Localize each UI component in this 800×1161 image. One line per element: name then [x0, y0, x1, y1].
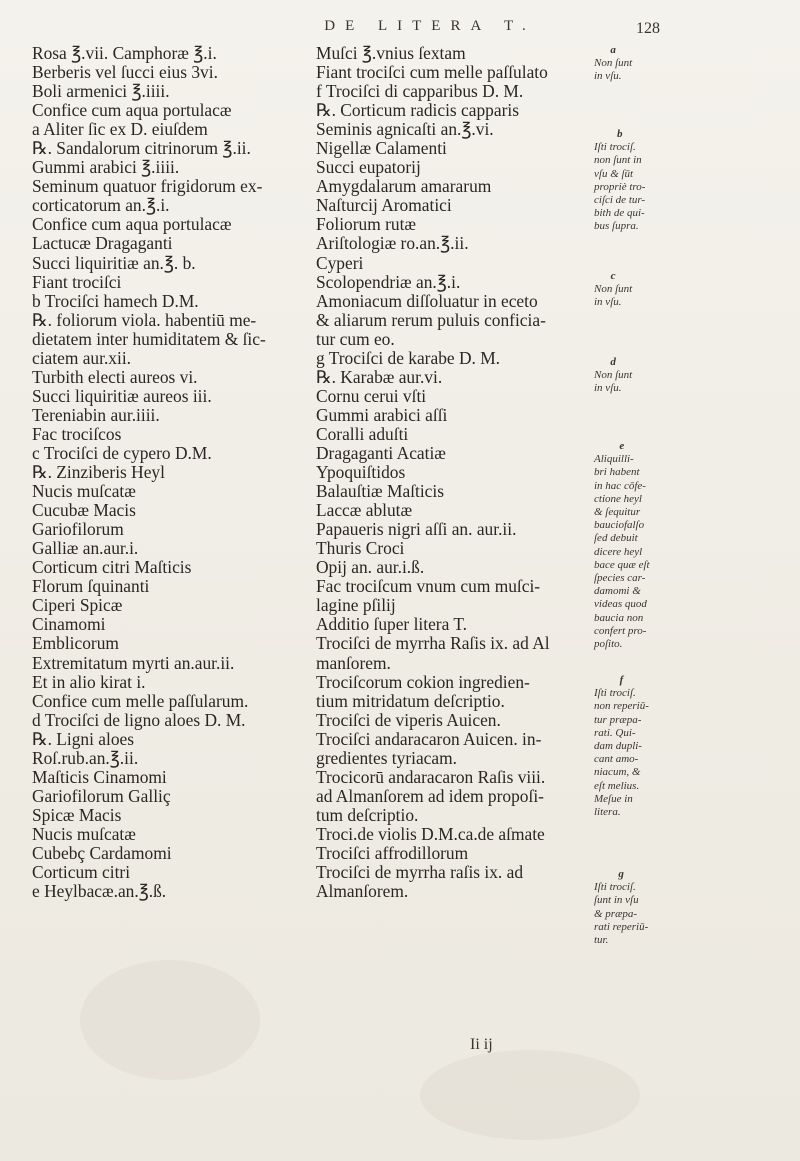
- text-line: Ypoquiſtidos: [316, 462, 406, 483]
- text-line: Fiant trociſci: [32, 271, 122, 292]
- text-line: Succi eupatorij: [316, 157, 421, 178]
- paper-stain: [420, 1050, 640, 1140]
- text-line: & aliarum rerum puluis conficia-: [316, 309, 546, 330]
- text-line: Amoniacum diſſoluatur in eceto: [316, 290, 538, 311]
- note-line: Non ſunt: [594, 57, 633, 70]
- note-line: baucia non: [594, 611, 644, 624]
- text-line: ℞. Sandalorum citrinorum ℥.ii.: [32, 138, 251, 159]
- text-line: g Trociſci de karabe D. M.: [316, 347, 501, 368]
- text-line: Additio ſuper litera T.: [316, 614, 468, 635]
- text-line: Cornu cerui vſti: [316, 385, 427, 406]
- text-line: ℞. foliorum viola. habentiū me-: [32, 309, 257, 330]
- text-line: Thuris Croci: [316, 538, 405, 559]
- note-line: Iſti trociſ.: [594, 687, 636, 700]
- text-line: dietatem inter humiditatem & ſic-: [32, 328, 266, 349]
- note-line: ciſci de tur-: [594, 194, 646, 207]
- text-line: tur cum eo.: [316, 328, 395, 349]
- text-line: Berberis vel ſucci eius 3vi.: [32, 62, 218, 83]
- text-line: Roſ.rub.an.℥.ii.: [32, 747, 139, 768]
- marginal-note: [594, 356, 632, 396]
- marginal-note: [594, 270, 632, 310]
- text-line: ciatem aur.xii.: [32, 347, 131, 368]
- text-line: b Trociſci hamech D.M.: [32, 290, 199, 311]
- marginal-note: [594, 440, 650, 651]
- text-line: ℞. Corticum radicis capparis: [316, 100, 519, 121]
- text-line: Tereniabin aur.iiii.: [32, 404, 160, 425]
- text-line: tum deſcriptio.: [316, 804, 419, 825]
- note-line: bus ſupra.: [594, 220, 639, 233]
- note-letter: a: [610, 44, 616, 56]
- text-line: Spicæ Macis: [32, 804, 122, 825]
- text-line: ℞. Karabæ aur.vi.: [316, 366, 443, 387]
- text-line: a Aliter ſic ex D. eiuſdem: [32, 119, 208, 140]
- text-line: Cinamomi: [32, 614, 106, 635]
- note-line: Non ſunt: [594, 283, 633, 296]
- text-line: Trociſci affrodillorum: [316, 842, 469, 863]
- note-line: ſpecies car-: [594, 572, 646, 585]
- text-line: Laccæ ablutæ: [316, 500, 413, 521]
- note-line: litera.: [594, 806, 621, 819]
- text-line: Ariſtologiæ ro.an.℥.ii.: [316, 233, 469, 254]
- text-line: Cucubæ Macis: [32, 500, 136, 521]
- text-line: Trociſci de viperis Auicen.: [316, 709, 501, 730]
- note-line: Meſue in: [594, 792, 633, 805]
- text-line: corticatorum an.℥.i.: [32, 195, 170, 216]
- text-line: Gariofilorum: [32, 519, 124, 540]
- text-line: Lactucæ Dragaganti: [32, 233, 173, 254]
- text-line: Fiant trociſci cum melle paſſulato: [316, 62, 548, 83]
- text-line: Trociſci de myrrha raſis ix. ad: [316, 862, 524, 883]
- text-line: Seminum quatuor frigidorum ex-: [32, 176, 263, 197]
- text-line: Maſticis Cinamomi: [32, 766, 167, 787]
- text-line: Confice cum melle paſſularum.: [32, 690, 249, 711]
- note-line: dicere heyl: [594, 545, 643, 558]
- text-line: ℞. Zinziberis Heyl: [32, 462, 165, 483]
- note-line: ſunt in vſu: [594, 894, 639, 907]
- marginal-note: [594, 44, 632, 84]
- text-line: Trocicorū andaracaron Raſis viii.: [316, 766, 546, 787]
- note-line: propriè tro-: [594, 180, 646, 193]
- page-number: 128: [636, 20, 660, 37]
- text-line: Troci.de violis D.M.ca.de aſmate: [316, 823, 545, 844]
- marginal-note: [594, 674, 649, 819]
- note-line: dam dupli-: [594, 740, 642, 753]
- note-letter: d: [610, 356, 616, 368]
- text-line: Rosa ℥.vii. Camphoræ ℥.i.: [32, 43, 217, 63]
- note-line: rati reperiū-: [594, 920, 649, 933]
- note-line: & ſequitur: [594, 506, 641, 519]
- note-letter: e: [619, 440, 625, 452]
- text-line: Scolopendriæ an.℥.i.: [316, 271, 461, 292]
- note-line: Non ſunt: [594, 369, 633, 382]
- text-line: manſorem.: [316, 652, 391, 673]
- note-line: bri habent: [594, 466, 640, 479]
- note-letter: f: [619, 674, 624, 686]
- text-line: Galliæ an.aur.i.: [32, 538, 139, 559]
- text-line: ad Almanſorem ad idem propoſi-: [316, 785, 544, 806]
- text-line: Naſturcij Aromatici: [316, 195, 452, 216]
- text-line: Gummi arabici aſſi: [316, 404, 448, 425]
- text-line: d Trociſci de ligno aloes D. M.: [32, 709, 246, 730]
- text-line: Florum ſquinanti: [32, 576, 150, 597]
- text-line: f Trociſci di capparibus D. M.: [316, 81, 524, 102]
- text-line: Nucis muſcatæ: [32, 481, 136, 502]
- note-line: bauciofalſo: [594, 519, 645, 532]
- text-line: Amygdalarum amararum: [316, 176, 492, 197]
- text-line: gredientes tyriacam.: [316, 747, 457, 768]
- text-line: lagine pſilij: [316, 595, 396, 616]
- running-head: DE LITERA T.: [324, 18, 536, 34]
- text-line: Corticum citri: [32, 862, 131, 883]
- right-text-column: [316, 44, 588, 901]
- note-line: niacum, &: [594, 766, 641, 779]
- text-line: Seminis agnicaſti an.℥.vi.: [316, 119, 494, 140]
- note-line: cant amo-: [594, 753, 639, 766]
- text-line: Papaueris nigri aſſi an. aur.ii.: [316, 519, 517, 540]
- marginal-note: [594, 868, 648, 947]
- text-line: Almanſorem.: [316, 881, 409, 902]
- note-line: & præpa-: [594, 907, 638, 920]
- text-line: Turbith electi aureos vi.: [32, 366, 198, 387]
- text-line: Gummi arabici ℥.iiii.: [32, 157, 180, 178]
- note-line: ſed debuit: [594, 532, 638, 545]
- text-line: Trociſci de myrrha Raſis ix. ad Al: [316, 633, 550, 654]
- note-letter: c: [610, 270, 616, 282]
- text-line: Confice cum aqua portulacæ: [32, 214, 232, 235]
- note-line: videas quod: [594, 598, 647, 611]
- note-line: ctione heyl: [594, 492, 642, 505]
- text-line: Coralli aduſti: [316, 423, 409, 444]
- text-line: Emblicorum: [32, 633, 119, 654]
- text-line: tium mitridatum deſcriptio.: [316, 690, 505, 711]
- left-text-column: [32, 44, 302, 901]
- signature-mark: Ii ij: [470, 1036, 493, 1053]
- text-line: Extremitatum myrti an.aur.ii.: [32, 652, 235, 673]
- paper-stain: [80, 960, 260, 1080]
- text-line: Fac trociſcos: [32, 423, 122, 444]
- text-line: ℞. Ligni aloes: [32, 728, 135, 749]
- note-line: tur.: [594, 934, 609, 947]
- text-line: Succi liquiritiæ an.℥. b.: [32, 252, 196, 273]
- note-line: Aliquilli-: [594, 453, 634, 466]
- note-line: tur præpa-: [594, 713, 642, 726]
- note-line: bace quæ eſt: [594, 558, 650, 571]
- note-line: in vſu.: [594, 70, 622, 83]
- note-line: poſito.: [594, 638, 623, 651]
- text-line: e Heylbacæ.an.℥.ß.: [32, 881, 167, 902]
- note-letter: b: [616, 128, 623, 140]
- note-line: Iſti trociſ.: [594, 881, 636, 894]
- note-line: vſu & ſūt: [594, 167, 634, 180]
- text-line: Ciperi Spicæ: [32, 595, 123, 616]
- note-line: in hac cōfe-: [594, 479, 646, 492]
- text-line: c Trociſci de cypero D.M.: [32, 442, 212, 463]
- text-line: Trociſcorum cokion ingredien-: [316, 671, 530, 692]
- text-line: Fac trociſcum vnum cum muſci-: [316, 576, 541, 597]
- note-line: damomi &: [594, 585, 641, 598]
- text-line: Corticum citri Maſticis: [32, 557, 192, 578]
- note-line: in vſu.: [594, 296, 622, 309]
- text-line: Boli armenici ℥.iiii.: [32, 81, 170, 102]
- text-line: Dragaganti Acatiæ: [316, 442, 446, 463]
- text-line: Foliorum rutæ: [316, 214, 417, 235]
- note-line: Iſti trociſ.: [594, 141, 636, 154]
- note-line: in vſu.: [594, 382, 622, 395]
- text-line: Muſci ℥.vnius ſextam: [316, 43, 466, 63]
- text-line: Opij an. aur.i.ß.: [316, 557, 425, 578]
- marginal-note: [594, 128, 645, 234]
- text-line: Nigellæ Calamenti: [316, 138, 447, 159]
- note-line: bith de qui-: [594, 207, 645, 220]
- text-line: Cyperi: [316, 252, 364, 273]
- note-line: eſt melius.: [594, 779, 640, 792]
- text-line: Cubebç Cardamomi: [32, 842, 172, 863]
- note-line: confert pro-: [594, 624, 647, 637]
- text-line: Trociſci andaracaron Auicen. in-: [316, 728, 542, 749]
- text-line: Confice cum aqua portulacæ: [32, 100, 232, 121]
- text-line: Nucis muſcatæ: [32, 823, 136, 844]
- text-line: Succi liquiritiæ aureos iii.: [32, 385, 212, 406]
- text-line: Et in alio kirat i.: [32, 671, 146, 692]
- text-line: Gariofilorum Galliç: [32, 785, 171, 806]
- note-line: non ſunt in: [594, 154, 642, 167]
- note-letter: g: [618, 868, 624, 880]
- note-line: rati. Qui-: [594, 726, 636, 739]
- text-line: Balauſtiæ Maſticis: [316, 481, 445, 502]
- note-line: non reperiū-: [594, 700, 649, 713]
